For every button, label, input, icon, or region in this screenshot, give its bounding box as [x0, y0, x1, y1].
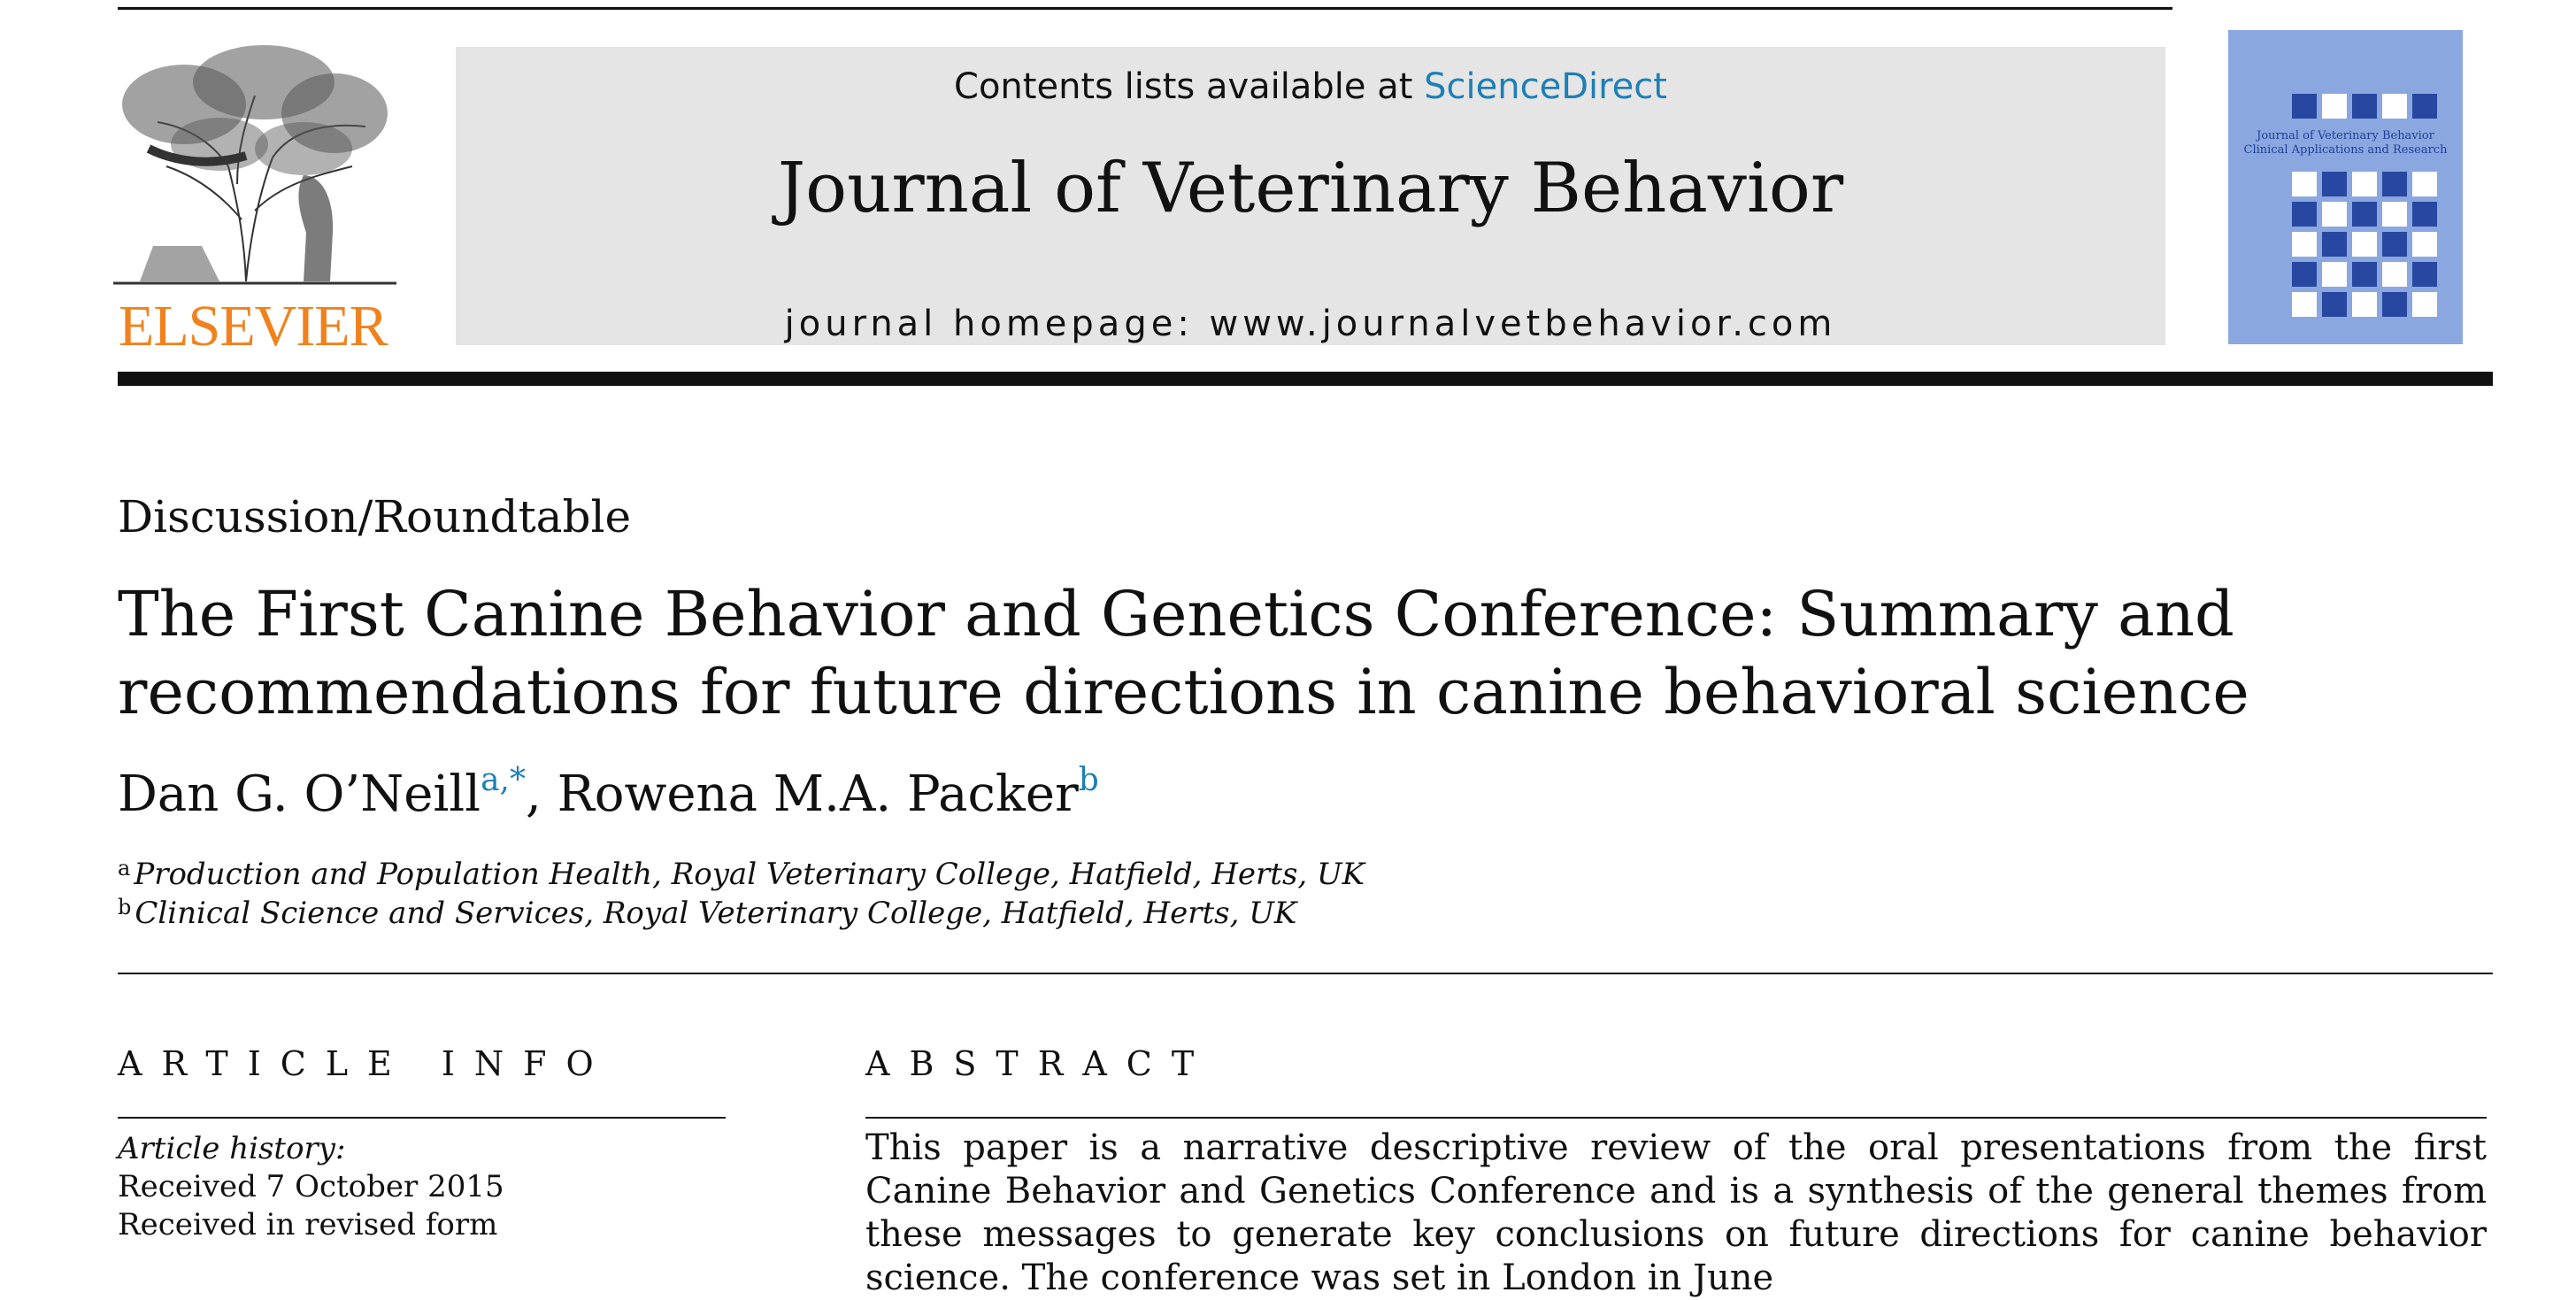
- author-affiliation-marker[interactable]: a,*: [481, 762, 526, 798]
- elsevier-logo: [113, 42, 396, 358]
- article-info-heading: ARTICLE INFO: [118, 1044, 613, 1083]
- cover-top-row: [2292, 94, 2437, 119]
- article-section-label: Discussion/Roundtable: [118, 491, 632, 542]
- contents-prefix: Contents lists available at: [954, 66, 1425, 107]
- cover-journal-title: Journal of Veterinary Behavior: [2257, 129, 2434, 142]
- revised-label: Received in revised form: [118, 1207, 498, 1242]
- cover-title: [2228, 129, 2463, 158]
- abstract-rule: [865, 1117, 2487, 1119]
- elsevier-wordmark: ELSEVIER: [119, 294, 388, 358]
- abstract-text: This paper is a narrative descriptive review of the oral presentations from the first Canine Behavior and Genetics Conference and is a synthesis of the general themes from these messages to generate key conclusions on future directions for canine behavior science. The conference was set in London in June: [865, 1127, 2487, 1298]
- section-divider: [118, 973, 2493, 974]
- affiliation-text: Production and Population Health, Royal Veterinary College, Hatfield, Herts, UK: [134, 857, 1365, 892]
- affiliation-label: a: [118, 856, 131, 881]
- author-name[interactable]: Rowena M.A. Packer: [557, 765, 1079, 823]
- sciencedirect-link[interactable]: ScienceDirect: [1424, 66, 1667, 107]
- cover-subtitle: Clinical Applications and Research: [2243, 143, 2448, 158]
- cover-paw-grid: [2292, 172, 2437, 317]
- header-divider: [118, 372, 2493, 386]
- journal-cover-image: [2228, 30, 2463, 344]
- received-date: Received 7 October 2015: [118, 1169, 504, 1204]
- contents-line: [456, 66, 2165, 107]
- journal-homepage[interactable]: journal homepage: www.journalvetbehavior.com: [784, 304, 1837, 344]
- author-list: Dan G. O’Neill$^{a,*}$, Rowena M.A. Packer$^b$: [118, 762, 1099, 823]
- affiliation-label: b: [118, 895, 132, 919]
- history-label: Article history:: [118, 1131, 346, 1166]
- journal-banner: [456, 47, 2165, 345]
- tree-emblem-icon: [113, 42, 396, 290]
- author-affiliation-marker[interactable]: b: [1078, 762, 1099, 798]
- author-name[interactable]: Dan G. O’Neill: [118, 765, 481, 823]
- affiliation-text: Clinical Science and Services, Royal Veterinary College, Hatfield, Herts, UK: [135, 896, 1297, 931]
- article-history: [118, 1130, 504, 1244]
- article-info-rule: [118, 1117, 726, 1119]
- top-rule: [118, 7, 2172, 10]
- article-title: The First Canine Behavior and Genetics Conference: Summary and recommendations for future directions in canine behavioral science: [118, 578, 2249, 728]
- journal-title: Journal of Veterinary Behavior: [777, 149, 1844, 228]
- abstract-heading: ABSTRACT: [865, 1044, 1214, 1083]
- affiliation-a: [118, 857, 1365, 892]
- affiliation-b: [118, 896, 1296, 931]
